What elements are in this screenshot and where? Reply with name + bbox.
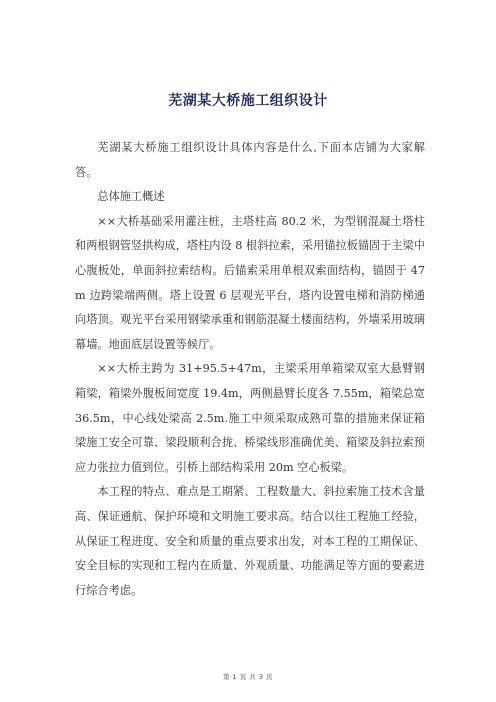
paragraph-structure: ××大桥基础采用灌注桩，主塔柱高 80.2 米，为型钢混凝土塔柱和两根钢管竖拱构成，塔柱内设 8 根斜拉索，采用锚拉板锚固于主梁中心腹板处，单面斜拉索结构。后锚索采用单根双索面结构，锚固于 47m 边跨梁端两侧。塔上设置 6 层观光平台，塔内设置电梯和消防梯通向塔顶。观光平台采用钢梁承重和钢筋混凝土楼面结构，外墙采用玻璃幕墙。地面底层设置等候厅。 <box>75 214 425 351</box>
document-body <box>75 136 425 603</box>
page-number-footer: 第 1 页 共 3 页 <box>222 673 274 681</box>
document-title: 芜湖某大桥施工组织设计 <box>168 93 328 109</box>
paragraph-features: 本工程的特点、难点是工期紧、工程数量大、斜拉索施工技术含量高、保证通航、保护环境和文明施工要求高。结合以往工程施工经验，从保证工程进度、安全和质量的重点要求出发，对本工程的工期保证、安全目标的实现和工程内在质量、外观质量、功能满足等方面的要素进行综合考虑。 <box>75 485 425 597</box>
paragraph-heading: 总体施工概述 <box>97 190 165 204</box>
paragraph-intro: 芜湖某大桥施工组织设计具体内容是什么,下面本店铺为大家解答。 <box>75 141 425 179</box>
paragraph-main-span: ××大桥主跨为 31+95.5+47m，主梁采用单箱梁双室大悬臂钢箱梁，箱梁外腹板间宽度 19.4m，两侧悬臂长度各 7.55m，箱梁总宽 36.5m，中心线处梁高 2.5m.施工中须采取成熟可靠的措施来保证箱梁施工安全可靠、梁段顺利合拢、桥梁线形准确优美、箱梁及斜拉索预应力张拉力值到位。引桥上部结构采用 20m 空心板梁。 <box>75 362 425 474</box>
